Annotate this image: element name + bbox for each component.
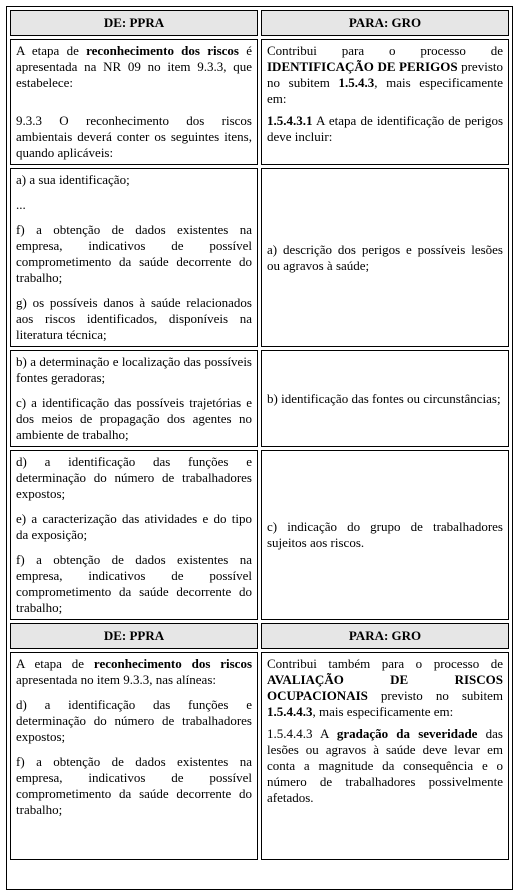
header-from-2: DE: PPRA (10, 623, 258, 649)
row4-right-cell (261, 450, 509, 620)
header-row (10, 10, 509, 36)
row3-right-cell (261, 350, 509, 447)
row3-left-cell (10, 350, 258, 447)
section1-intro-row (10, 39, 509, 165)
right-text-b: previsto no subitem (267, 59, 503, 90)
right-text-d: A etapa de identificação de perigos deve incluir: (267, 113, 503, 144)
right-text-a: Contribui para o processo de (267, 43, 503, 58)
intro-text-end: é apresentada na NR 09 no item 9.3.3, que estabelece: (16, 43, 252, 90)
section2-left-intro (16, 656, 252, 688)
right-bold-process: IDENTIFICAÇÃO DE PERIGOS (267, 59, 458, 74)
list-item: b) a determinação e localização das possíveis fontes geradoras; (16, 354, 252, 385)
right-bold-severity: gradação da severidade (336, 726, 478, 741)
right-bold-subitem: 1.5.4.4.3 (267, 704, 313, 719)
header-row-2 (10, 623, 509, 649)
list-item: f) a obtenção de dados existentes na empresa, indicativos de possível comprometimento da saúde decorrente do trabalho; (16, 552, 252, 615)
list-item: c) indicação do grupo de trabalhadores sujeitos aos riscos. (267, 519, 503, 550)
section1-left-intro (16, 43, 252, 91)
list-item: e) a caracterização das atividades e do tipo da exposição; (16, 511, 252, 542)
section2-right-cell (261, 652, 509, 860)
section1-rule: 9.3.3 O reconhecimento dos riscos ambientais deverá conter os seguintes itens, quando aplicáveis: (16, 113, 252, 160)
intro-bold: reconhecimento dos riscos (93, 656, 252, 671)
header-from: DE: PPRA (10, 10, 258, 36)
section1-right-intro (267, 43, 503, 107)
document-frame (6, 6, 513, 890)
right-text-e: das lesões ou agravos à saúde deve levar em conta a magnitude da consequência e o número de trabalhadores possivelmente afetados. (267, 726, 503, 805)
list-item: g) os possíveis danos à saúde relacionados aos riscos identificados, disponíveis na literatura técnica; (16, 295, 252, 342)
section2-row (10, 652, 509, 860)
right-text-a: Contribui também para o processo de (267, 656, 503, 671)
list-item: ... (16, 197, 26, 212)
row2 (10, 168, 509, 347)
section2-right-intro (267, 656, 503, 720)
section1-right-rule (267, 113, 503, 145)
ppra-gro-table (7, 7, 512, 863)
list-item: d) a identificação das funções e determinação do número de trabalhadores expostos; (16, 697, 252, 744)
right-bold-subitem: 1.5.4.3 (338, 75, 375, 90)
right-bold-process: AVALIAÇÃO DE RISCOS OCUPACIONAIS (267, 672, 503, 703)
list-item: c) a identificação das possíveis trajetórias e dos meios de propagação dos agentes no ambiente de trabalho; (16, 395, 252, 442)
list-item: f) a obtenção de dados existentes na empresa, indicativos de possível comprometimento da saúde decorrente do trabalho; (16, 754, 252, 817)
list-item: d) a identificação das funções e determinação do número de trabalhadores expostos; (16, 454, 252, 501)
right-text-d: 1.5.4.4.3 A (267, 726, 337, 741)
row4 (10, 450, 509, 620)
header-to: PARA: GRO (261, 10, 509, 36)
right-text-b: previsto no subitem (367, 688, 503, 703)
section2-left-cell (10, 652, 258, 860)
right-text-c: , mais especificamente em: (312, 704, 454, 719)
row4-left-cell (10, 450, 258, 620)
list-item: a) descrição dos perigos e possíveis lesões ou agravos à saúde; (267, 241, 503, 273)
right-text-c: , mais especificamente em: (267, 75, 504, 106)
header-to-2: PARA: GRO (261, 623, 509, 649)
intro-text: A etapa de (16, 43, 87, 58)
row2-left-cell (10, 168, 258, 347)
intro-bold: reconhecimento dos riscos (86, 43, 239, 58)
list-item: b) identificação das fontes ou circunstâncias; (267, 390, 501, 406)
row2-right-cell (261, 168, 509, 347)
intro-text-end: apresentada no item 9.3.3, nas alíneas: (16, 672, 216, 687)
section1-left-cell (10, 39, 258, 165)
list-item: a) a sua identificação; (16, 172, 130, 187)
section1-right-cell (261, 39, 509, 165)
intro-text: A etapa de (16, 656, 94, 671)
row3 (10, 350, 509, 447)
list-item: f) a obtenção de dados existentes na empresa, indicativos de possível comprometimento da saúde decorrente do trabalho; (16, 222, 252, 285)
section2-right-rule (267, 726, 503, 806)
right-bold-rule-number: 1.5.4.3.1 (267, 113, 313, 128)
